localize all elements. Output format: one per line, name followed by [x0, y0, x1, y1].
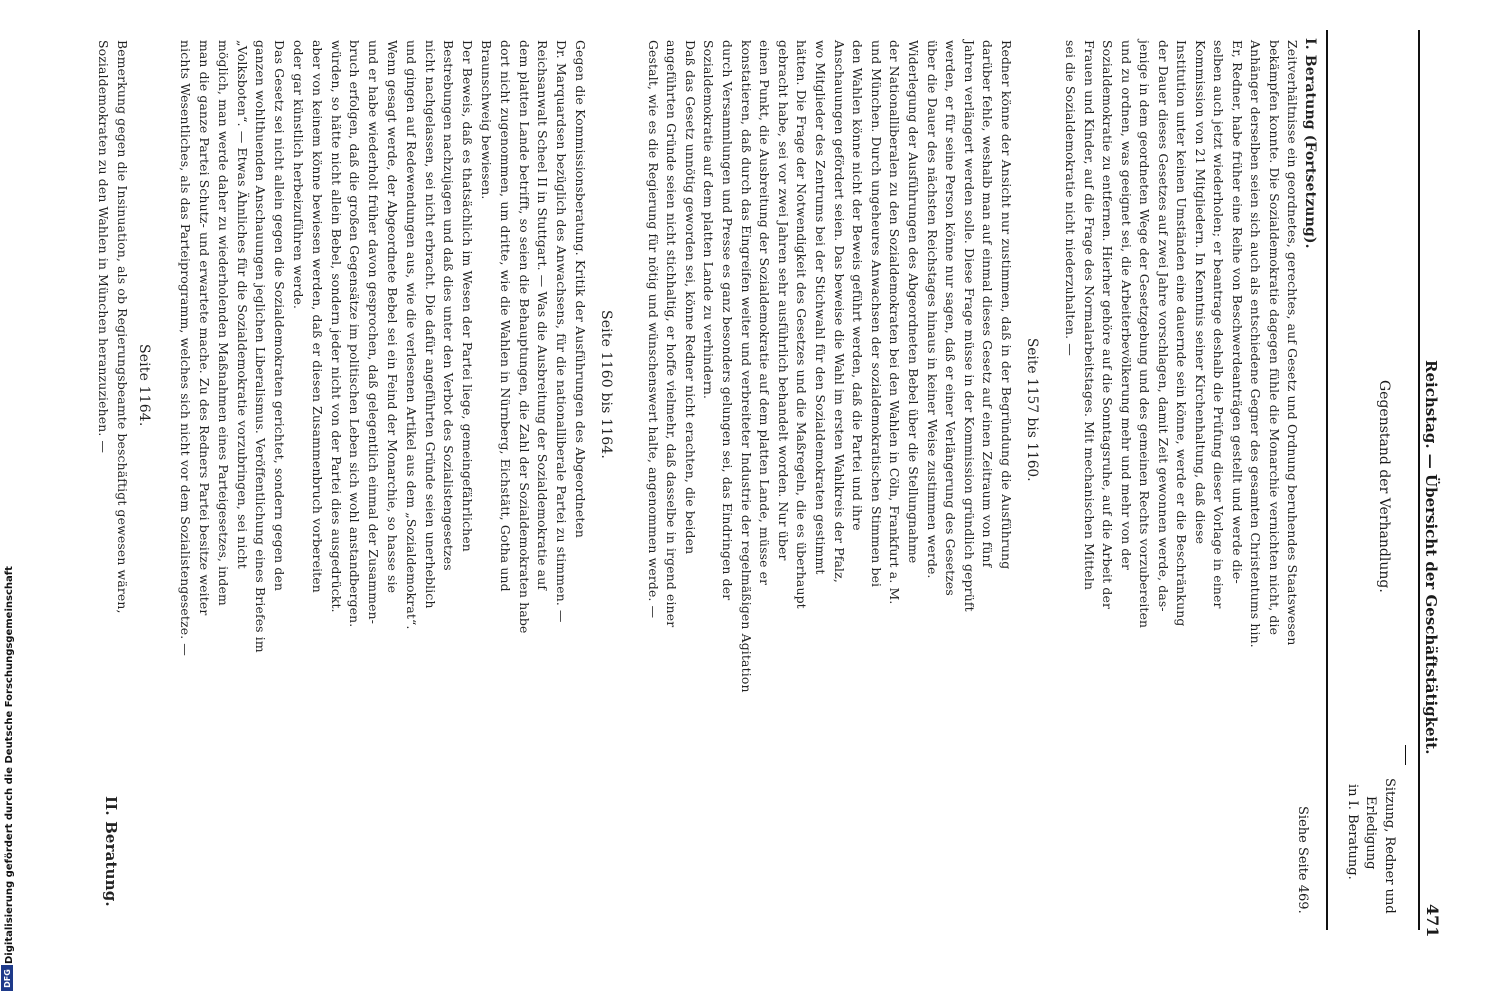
column-divider-rule [1326, 30, 1328, 930]
running-title: Reichstag. — Übersicht der Geschäftstätigkeit. [1422, 360, 1440, 755]
text-line: Das Gesetz sei nicht allein gegen die Sozialdemokraten gerichtet, sondern gegen den [272, 40, 288, 592]
section-heading: Seite 1157 bis 1160. [1024, 338, 1040, 482]
section-heading: Seite 1160 bis 1164. [598, 310, 614, 459]
text-line: Zeitverhältnisse ein geordnetes, gerechtes, auf Gesetz und Ordnung beruhendes Staatswesen [1285, 40, 1300, 646]
dfg-logo-text: DFG [2, 968, 12, 988]
text-line: dem platten Lande betrifft, so seien die Behauptungen, die Zahl der Sozialdemokraten habe [516, 40, 532, 634]
text-line: Bemerkung gegen die Insinuation, als ob Regierungsbeamte beschäftigt gewesen wären, [115, 40, 130, 614]
text-line: Widerlegung der Ausführungen des Abgeordneten Bebel über die Stellungnahme [906, 40, 921, 564]
text-line: oder gar künstlich herbeizuführen werde. [291, 40, 306, 310]
text-line: Er, Redner, habe früher eine Reihe von Beschwerdeanträgen gestellt und werde die- [1229, 40, 1245, 584]
text-line: Anschauungen gefördert seien. Das beweise die Wahl im ersten Wahlkreis der Pfalz, [831, 40, 847, 583]
text-line: der Nationalliberalen zu den Sozialdemokraten bei den Wahlen in Cöln, Frankfurt a. M. [887, 40, 903, 605]
text-line: Bestrebungen nachzujagen und daß dies unter den Verbot des Sozialistengesetzes [441, 40, 457, 571]
text-line: darüber fehle, weshalb man auf einmal dieses Gesetz auf einen Zeitraum von fünf [980, 40, 996, 568]
text-line: Daß das Gesetz unnötig geworden sei, könne Redner nicht erachten, die beiden [682, 40, 698, 555]
margin-title-line-1: Sitzung, Redner und [1382, 778, 1397, 914]
text-line: Wenn gesagt werde, der Abgeordnete Bebel sei ein Feind der Monarchie, so hasse sie [385, 40, 400, 594]
text-line: und gingen auf Redewendungen aus, wie die verlesenen Artikel aus dem „Sozialdemokrat“. [403, 40, 419, 630]
text-line: sei die Sozialdemokratie nicht niederzuhalten. — [1063, 40, 1078, 356]
text-line: Sozialdemokratie zu entfernen. Hierher gehöre auf die Sonntagsruhe, auf die Arbeit der [1100, 40, 1115, 610]
text-line: selben auch jetzt wiederholen; er beantrage deshalb die Prüfung dieser Vorlage in einer [1211, 40, 1226, 609]
margin-title-line-3: in I. Beratung. [1345, 784, 1360, 880]
text-line: möglich, man werde daher zu wiederholenden Maßnahmen eines Parteigesetzes, indem [215, 40, 231, 606]
text-line: dort nicht zugenommen, um dritte, wie die Wahlen in Nürnberg, Eichstätt, Gotha und [497, 40, 513, 592]
text-line: Jahren verlängert werden solle. Diese Frage müsse in der Kommission gründlich geprüft [961, 40, 977, 612]
text-line: werden, er für seine Person könne nur sagen, daß er einer Verlängerung des Gesetzes [943, 40, 959, 596]
column-title: Gegenstand der Verhandlung. [1376, 380, 1392, 593]
text-line: wo Mitglieder des Zentrums bei der Stichwahl für den Sozialdemokraten gestimmt [813, 40, 828, 575]
footer-credit: Digitalisierung gefördert durch die Deutsche Forschungsgemeinschaft [4, 566, 15, 964]
text-line: Kommission von 21 Mitgliedern. In Kenntnis seiner Kirchenhaltung, daß diese [1192, 40, 1208, 545]
text-line: der Dauer dieses Gesetzes auf zwei Jahre vorschlagen, damit Zeit gewonnen werde, das- [1155, 40, 1171, 612]
text-line: bruch erfolgen, daß die großen Gegensätze im politischen Leben sich wohl anstandbergen. [347, 40, 363, 628]
margin-reference: Siehe Seite 469. [1295, 806, 1310, 914]
section-tail: II. Beratung. [102, 796, 120, 907]
text-line: und zu ordnen, was geeignet sei, die Arbeiterbevölkerung mehr und mehr von der [1118, 40, 1134, 571]
text-line: über die Dauer des nächsten Reichstages hinaus in keiner Weise zustimmen werde. [924, 40, 940, 579]
text-line: angeführten Gründe seien nicht stichhaltig, er hoffe vielmehr, daß dasselbe in irgend einer [664, 40, 680, 628]
text-line: den Wahlen könne nicht der Beweis geführt werden, daß die Partei und ihre [850, 40, 866, 531]
dfg-logo [1, 965, 13, 991]
text-line: Der Beweis, daß es thatsächlich im Wesen der Partei liege, gemeingefährlichen [460, 40, 476, 552]
text-line: Institution unter keinen Umständen eine dauernde sein könne, werde er die Beschränkung [1174, 40, 1189, 627]
text-line: Gestalt, wie es die Regierung für nötig und wünschenswert halte, angenommen werde. — [645, 40, 661, 619]
text-line: Sozialdemokraten zu den Wahlen in München heranzuziehen. — [96, 40, 112, 454]
text-line: würden, so hätte nicht allein Bebel, sondern jeder nicht von der Partei dies ausgedrückt. [328, 40, 344, 613]
section-heading: Seite 1164. [136, 344, 152, 427]
text-line: Dr. Marquardsen bezüglich des Anwachsens, für die nationalliberale Partei zu stimmen. — [554, 40, 570, 623]
margin-divider-rule [1405, 745, 1406, 765]
text-line: hätten. Die Frage der Notwendigkeit des Gesetzes und die Maßregeln, die es überhaupt [794, 40, 810, 609]
text-line: einen Punkt, die Ausbreitung der Sozialdemokratie auf dem platten Lande, müsse er [757, 40, 773, 586]
header-rule [1418, 30, 1420, 930]
text-line: man die ganze Partei Schutz- und erwartete mache. Zu des Redners Partei besitze weiter [197, 40, 212, 616]
text-line: aber von keinem könne bewiesen werden, daß er diesen Zusammenbruch vorbereiten [309, 40, 325, 593]
margin-title-line-2: Erledigung [1363, 796, 1378, 870]
text-line: gebracht habe, sei vor zwei Jahren sehr ausführlich behandelt worden. Nur über [775, 40, 791, 561]
text-line: und München. Durch ungeheures Anwachsen der sozialdemokratischen Stimmen bei [868, 40, 884, 588]
text-line: und er habe wiederholt früher davon gesprochen, daß gelegentlich einmal der Zusammen- [366, 40, 382, 625]
text-line: Reichsanwalt Scheel II in Stuttgart. — Was die Ausbreitung der Sozialdemokratie auf [535, 40, 551, 591]
text-line: Sozialdemokratie auf dem platten Lande zu verhindern. [701, 40, 717, 400]
text-line: Gegen die Kommissionsberatung. Kritik der Ausführungen des Abgeordneten [573, 40, 588, 539]
text-line: ganzen wohlthuenden Anschauungen jeglichen Liberalismus. Veröffentlichung eines Briefes im [253, 40, 269, 653]
text-line: Anhänger derselben seien sich auch als entschiedene Gegner des gesamten Christentums hin. [1248, 40, 1263, 648]
section-heading: I. Beratung (Fortsetzung). [1302, 38, 1318, 249]
text-line: bekämpfen konnte. Die Sozialdemokratie dagegen fühle die Monarchie vernichten nicht, die [1266, 40, 1282, 636]
text-line: durch Versammlungen und Presse es ganz besonders gelungen sei, das Eindringen der [720, 40, 735, 601]
text-line: nicht nachgelassen, sei nicht erbracht. Die dafür angeführten Gründe seien unerheblich [422, 40, 438, 609]
text-line: „Volksboten“. — Etwas Ähnliches für die Sozialdemokratie vorzubringen, sei nicht [234, 40, 250, 569]
text-line: konstatieren, daß durch das Eingreifen weiter und verbreiteter Industrie der regelmäßigen Agitation [738, 40, 754, 693]
text-line: Frauen und Kinder, auf die Frage des Normalarbeitstages. Mit mechanischen Mitteln [1081, 40, 1097, 591]
text-line: Braunschweig bewiesen. [479, 40, 494, 200]
text-line: Redner könne der Ansicht nur zustimmen, daß in der Begründung die Ausführung [999, 40, 1014, 570]
page-number: 471 [1423, 904, 1442, 938]
text-line: nichts Wesentliches, als das Parteiprogramm, welches sich nicht vor dem Sozialistengesetze. — [178, 40, 194, 656]
text-line: jenige in dem geordneten Wege der Gesetzgebung und des gemeinen Rechts vorzubereiten [1137, 40, 1152, 629]
